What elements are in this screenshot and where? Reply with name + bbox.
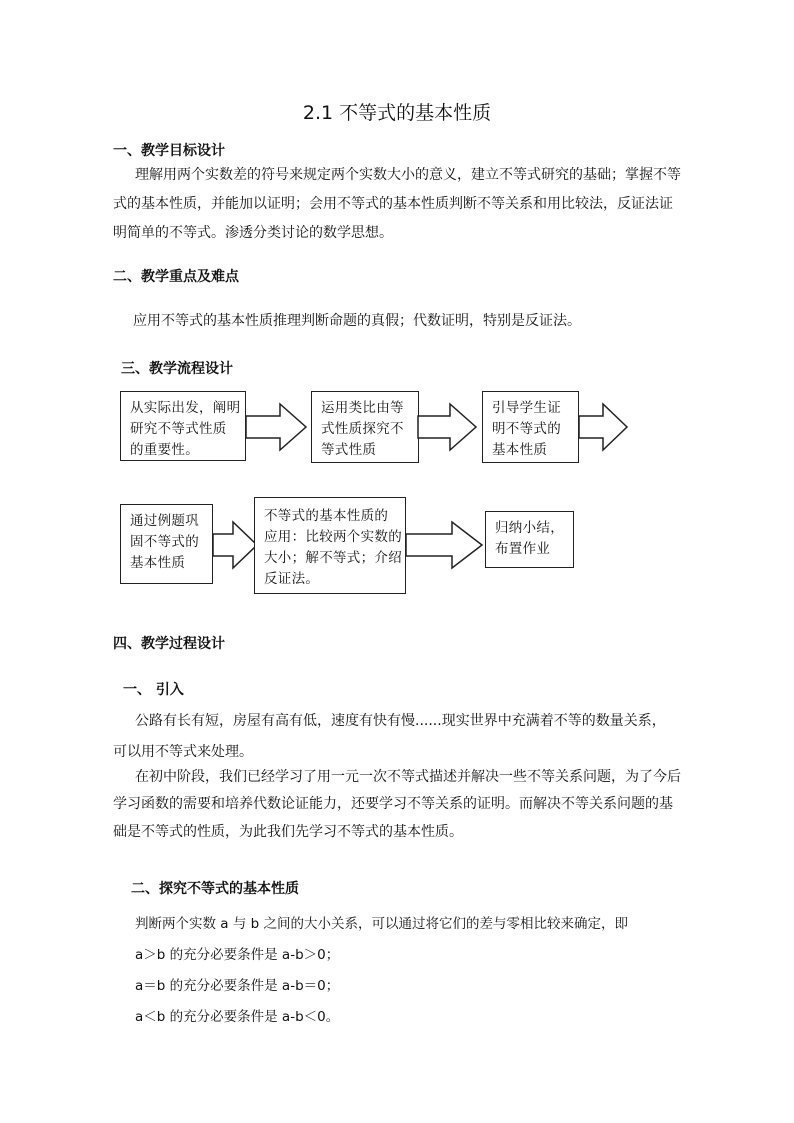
objectives-line-1: 理解用两个实数差的符号来规定两个实数大小的意义，建立不等式研究的基础；掌握不等 <box>135 167 681 183</box>
explore-intro: 判断两个实数 a 与 b 之间的大小关系，可以通过将它们的差与零相比较来确定，即 <box>135 916 629 932</box>
flow-box-4-line: 基本性质 <box>130 555 186 571</box>
section-heading-objectives: 一、教学目标设计 <box>113 143 225 159</box>
intro-p2-line-3: 础是不等式的性质，为此我们先学习不等式的基本性质。 <box>113 824 463 840</box>
flow-box-3-line: 基本性质 <box>492 442 548 458</box>
flow-box-4 <box>120 504 213 584</box>
flow-box-2-line: 等式性质 <box>321 442 377 458</box>
flow-box-1 <box>120 391 246 461</box>
flow-box-5-line: 反证法。 <box>264 571 320 587</box>
objectives-line-2: 式的基本性质，并能加以证明；会用不等式的基本性质判断不等关系和用比较法，反证法证 <box>113 196 673 212</box>
flow-box-5-line: 不等式的基本性质的 <box>264 508 389 524</box>
flow-box-5-line: 大小；解不等式；介绍 <box>264 550 402 566</box>
flow-box-1-line: 的重要性。 <box>130 442 199 458</box>
subsection-heading-intro: 一、 引入 <box>123 682 184 698</box>
flow-box-4-line: 固不等式的 <box>130 534 199 550</box>
flow-arrow-5 <box>400 516 490 574</box>
section-heading-flow: 三、教学流程设计 <box>121 361 233 377</box>
section-heading-process: 四、教学过程设计 <box>113 636 225 652</box>
flow-box-6 <box>485 511 574 568</box>
flow-box-2-line: 运用类比由等 <box>321 400 404 416</box>
flow-arrow-3 <box>573 398 633 456</box>
flow-arrow-2 <box>412 398 484 456</box>
flow-box-4-line: 通过例题巩 <box>130 513 199 529</box>
flow-box-1-line: 研究不等式性质 <box>130 421 227 437</box>
flow-box-1-line: 从实际出发，阐明 <box>130 400 241 416</box>
flow-box-6-line: 归纳小结， <box>495 520 564 536</box>
rule-greater: a＞b 的充分必要条件是 a-b＞0； <box>135 947 340 963</box>
subsection-heading-explore: 二、探究不等式的基本性质 <box>131 881 299 897</box>
rule-equal: a＝b 的充分必要条件是 a-b＝0； <box>135 978 340 994</box>
intro-p1-line-1: 公路有长有短，房屋有高有低，速度有快有慢......现实世界中充满着不等的数量关系， <box>135 713 666 729</box>
key-points-text: 应用不等式的基本性质推理判断命题的真假；代数证明，特别是反证法。 <box>133 313 581 329</box>
flow-box-5 <box>254 497 406 594</box>
flow-box-3 <box>482 391 579 463</box>
intro-p2-line-2: 学习函数的需要和培养代数论证能力，还要学习不等关系的证明。而解决不等关系问题的基 <box>113 796 673 812</box>
flow-box-6-line: 布置作业 <box>495 541 551 557</box>
flow-box-3-line: 引导学生证 <box>492 400 561 416</box>
flow-box-3-line: 明不等式的 <box>492 421 561 437</box>
page-title: 2.1 不等式的基本性质 <box>302 102 492 124</box>
flow-box-2-line: 式性质探究不 <box>321 421 404 437</box>
flow-arrow-1 <box>240 398 312 456</box>
flow-box-5-line: 应用：比较两个实数的 <box>264 529 402 545</box>
section-heading-key-points: 二、教学重点及难点 <box>113 269 239 285</box>
rule-less: a＜b 的充分必要条件是 a-b＜0。 <box>135 1009 340 1025</box>
intro-p1-line-2: 可以用不等式来处理。 <box>113 744 253 760</box>
flow-box-2 <box>311 391 419 463</box>
objectives-line-3: 明简单的不等式。渗透分类讨论的数学思想。 <box>113 225 393 241</box>
intro-p2-line-1: 在初中阶段，我们已经学习了用一元一次不等式描述并解决一些不等关系问题，为了今后 <box>135 769 681 785</box>
